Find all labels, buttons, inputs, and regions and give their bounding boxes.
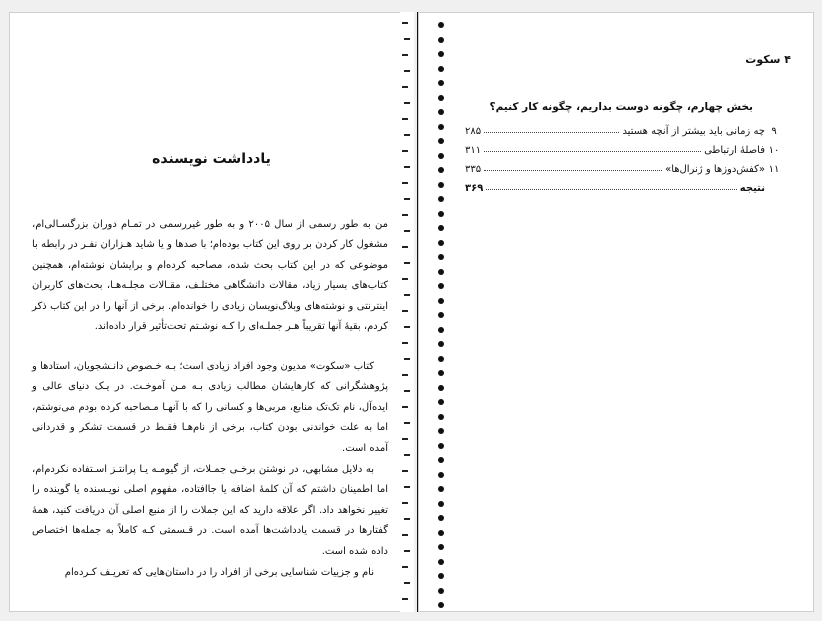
toc-entry-number: ۱۰ (768, 145, 780, 156)
binding-mark (402, 278, 408, 280)
binding-hole (438, 37, 444, 43)
binding-mark (404, 102, 410, 104)
preface-paragraph-1: من به طور رسمی از سال ۲۰۰۵ و به طور غیررسمی در تمـام دوران بزرگسـالی‌ام، مشغول کار کردن بر روی این کتاب بوده‌ام؛ با صدها و یا شاید هـزاران نفـر در رابطه با موضوعی که در این کتاب بحث شده، مصاحبه کرده‌ام و برایشان نوشته‌ام، همچنین کتاب‌های بسیار زیاد، مقالات دانشگاهی مختلـف، مقـالات مجلـه‌هـا، بحث‌های کاربران اینترنتی و نوشته‌های وبلاگ‌نویسان زیادی را خوانده‌ام. برخی از آنها را در این کتاب ذکر کردم، بقیهٔ آنها تقریباً هـر جملـه‌ای را کـه نوشـتم تحت‌تأثیر قرار داده‌اند. (32, 219, 389, 333)
binding-mark (404, 198, 410, 200)
toc-entry (465, 159, 783, 175)
toc-dot-leader (484, 151, 701, 152)
binding-mark (404, 230, 410, 232)
binding-hole (438, 22, 444, 28)
binding-hole (438, 80, 444, 86)
binding-hole (438, 51, 444, 57)
toc-entry-title: فاصلهٔ ارتباطی (704, 145, 765, 156)
binding-mark (404, 550, 410, 552)
binding-mark (404, 518, 410, 520)
binding-mark (402, 86, 408, 88)
binding-hole (438, 559, 444, 565)
right-page (418, 12, 814, 612)
binding-hole (438, 167, 444, 173)
binding-hole (438, 501, 444, 507)
binding-hole (438, 414, 444, 420)
binding-hole (438, 457, 444, 463)
binding-mark (402, 534, 408, 536)
binding-mark (404, 358, 410, 360)
binding-hole (438, 240, 444, 246)
binding-mark (402, 598, 408, 600)
toc-page-header: ۴ سکوت (745, 53, 791, 66)
binding-hole (438, 399, 444, 405)
toc-section-title: بخش چهارم، چگونه دوست بداریم، چگونه کار کنیم؟ (489, 101, 753, 113)
toc-entry-page: ۲۸۵ (465, 126, 482, 137)
binding-hole (438, 66, 444, 72)
left-page (9, 12, 414, 612)
binding-hole (438, 544, 444, 550)
binding-mark (402, 54, 408, 56)
toc-dot-leader (484, 132, 619, 133)
binding-mark (404, 294, 410, 296)
binding-mark (404, 70, 410, 72)
binding-mark (404, 166, 410, 168)
toc-entry (465, 121, 783, 137)
binding-mark (402, 246, 408, 248)
toc-dot-leader (484, 170, 662, 171)
binding-mark (404, 486, 410, 488)
binding-mark (402, 214, 408, 216)
binding-mark (402, 342, 408, 344)
binding-hole (438, 588, 444, 594)
binding-mark (404, 38, 410, 40)
toc-entry-conclusion (465, 178, 783, 194)
binding-mark (404, 134, 410, 136)
preface-paragraph-4: نام و جزییات شناسایی برخی از افراد را در داستان‌هایی که تعریـف کـرده‌ام (64, 567, 374, 578)
binding-mark (404, 262, 410, 264)
binding-mark (402, 22, 408, 24)
binding-hole (438, 428, 444, 434)
toc-entry-page: ۳۱۱ (465, 145, 482, 156)
binding-hole (438, 573, 444, 579)
binding-mark (402, 566, 408, 568)
toc-entry-page: ۳۳۵ (465, 164, 482, 175)
binding-mark (402, 182, 408, 184)
preface-title: یادداشت نویسنده (152, 151, 271, 167)
binding-mark (404, 390, 410, 392)
preface-paragraph-2: کتاب «سکوت» مدیون وجود افراد زیادی است؛ بـه خـصوص دانـشجویان، استادها و پژوهشگرانی که کارهایشان مطالب زیادی بـه مـن آموخـت. در یـک دنیای عالی و ایده‌آل، نام تک‌تک منابع، مربی‌ها و کسانی را که با آنهـا مـصاحبه کرده بودم می‌نوشتم، اما به علت خواندنی بودن کتاب، برخی از نام‌هـا فقـط در قسمت تشکر و قدردانی آمده است. (32, 361, 388, 454)
toc-entry-number: ۱۱ (768, 164, 780, 175)
left-binding-marks (400, 12, 414, 612)
binding-mark (402, 502, 408, 504)
binding-hole (438, 341, 444, 347)
binding-hole (438, 443, 444, 449)
binding-mark (404, 326, 410, 328)
binding-hole (438, 283, 444, 289)
binding-hole (438, 602, 444, 608)
binding-hole (438, 327, 444, 333)
binding-hole (438, 138, 444, 144)
binding-hole (438, 269, 444, 275)
binding-hole (438, 153, 444, 159)
binding-mark (402, 374, 408, 376)
binding-hole (438, 254, 444, 260)
binding-hole (438, 472, 444, 478)
toc-entry-title: «کفش‌دوزها و ژنرال‌ها» (665, 164, 765, 175)
binding-hole (438, 530, 444, 536)
binding-mark (402, 470, 408, 472)
binding-hole (438, 385, 444, 391)
preface-paragraph-3: به دلایل مشابهی، در نوشتن برخـی جمـلات، از گیومـه یـا پرانتـز اسـتفاده نکردم‌ام، اما اطمینان داشتم که آن کلمهٔ اضافه یا جاافتاده، مفهوم اصلی نویـسنده یا گوینده را تغییر نخواهد داد. اگر علاقه دارید که این جملات را از منبع اصلی آن دریافت کنید، همهٔ گفتارها در قسمت یادداشت‌ها آمده است. در قـسمتی کـه کاملاً به جمله‌ها اختصاص داده شده است. (32, 464, 388, 557)
binding-hole (438, 515, 444, 521)
binding-hole (438, 356, 444, 362)
binding-hole (438, 312, 444, 318)
toc-dot-leader (486, 189, 736, 190)
binding-hole (438, 124, 444, 130)
toc-entry-page: ۳۶۹ (465, 183, 484, 194)
binding-hole (438, 95, 444, 101)
binding-mark (402, 406, 408, 408)
toc-entry (465, 140, 783, 156)
binding-hole (438, 196, 444, 202)
binding-hole (438, 182, 444, 188)
binding-hole (438, 211, 444, 217)
binding-mark (404, 582, 410, 584)
toc-entry-title: چه زمانی باید بیشتر از آنچه هستید (622, 126, 765, 137)
binding-hole (438, 109, 444, 115)
binding-mark (402, 310, 408, 312)
binding-mark (404, 422, 410, 424)
binding-hole (438, 370, 444, 376)
binding-hole (438, 225, 444, 231)
binding-mark (402, 438, 408, 440)
binding-hole (438, 486, 444, 492)
binding-mark (402, 118, 408, 120)
toc-entry-number: ۹ (771, 126, 777, 137)
binding-mark (404, 454, 410, 456)
binding-mark (402, 150, 408, 152)
toc-entry-title: نتیجه (739, 183, 765, 194)
binding-hole (438, 298, 444, 304)
